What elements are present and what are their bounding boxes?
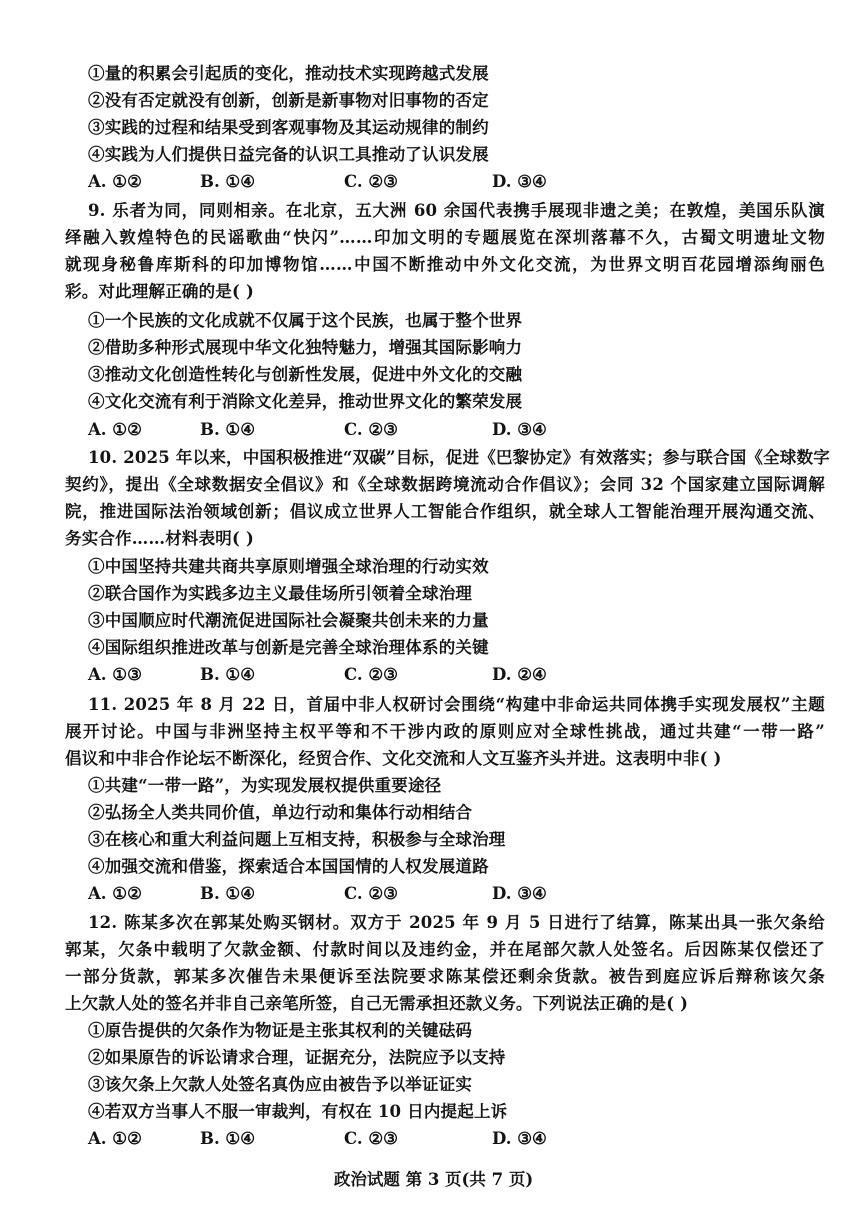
q11-stem-2: 展开讨论。中国与非洲坚持主权平等和不干涉内政的原则应对全球性挑战，通过共建“一带一路” bbox=[65, 722, 825, 741]
q12-stem-4: 上欠款人处的签名并非自己亲笔所签，自己无需承担还款义务。下列说法正确的是( ) bbox=[65, 994, 689, 1013]
q12-item-3: ③该欠条上欠款人处签名真伪应由被告予以举证证实 bbox=[88, 1075, 473, 1094]
q10-option-c: C. ②③ bbox=[344, 665, 398, 684]
q9-stem-1: 9. 乐者为同，同则相亲。在北京，五大洲 60 余国代表携手展现非遗之美；在敦煌，美国乐队演 bbox=[88, 201, 825, 220]
q9-option-c: C. ②③ bbox=[344, 420, 398, 439]
q9-option-d: D. ③④ bbox=[492, 420, 547, 439]
q8-item-4: ④实践为人们提供日益完备的认识工具推动了认识发展 bbox=[88, 145, 489, 164]
q8-item-3: ③实践的过程和结果受到客观事物及其运动规律的制约 bbox=[88, 118, 489, 137]
q11-stem-1: 11. 2025 年 8 月 22 日，首届中非人权研讨会围绕“构建中非命运共同体携手实现发展权”主题 bbox=[88, 695, 825, 714]
q12-option-d: D. ③④ bbox=[492, 1129, 547, 1148]
q9-option-b: B. ①④ bbox=[200, 420, 256, 439]
q10-option-b: B. ①④ bbox=[200, 665, 256, 684]
q12-stem-2: 郭某，欠条中载明了欠款金额、付款时间以及违约金，并在尾部欠款人处签名。后因陈某仅偿还了 bbox=[65, 940, 825, 959]
q8-option-a: A. ①② bbox=[88, 172, 142, 191]
q10-option-d: D. ②④ bbox=[492, 665, 547, 684]
q12-option-a: A. ①② bbox=[88, 1129, 142, 1148]
q11-option-b: B. ①④ bbox=[200, 884, 256, 903]
q8-option-c: C. ②③ bbox=[344, 172, 398, 191]
q9-item-1: ①一个民族的文化成就不仅属于这个民族，也属于整个世界 bbox=[88, 311, 523, 330]
q11-stem-3: 倡议和中非合作论坛不断深化，经贸合作、文化交流和人文互鉴齐头并进。这表明中非( ) bbox=[65, 749, 722, 768]
q8-item-2: ②没有否定就没有创新，创新是新事物对旧事物的否定 bbox=[88, 91, 489, 110]
q9-item-2: ②借助多种形式展现中华文化独特魅力，增强其国际影响力 bbox=[88, 338, 523, 357]
q10-option-a: A. ①③ bbox=[88, 665, 142, 684]
q9-stem-2: 绎融入敦煌特色的民谣歌曲“快闪”……印加文明的专题展览在深圳落幕不久，古蜀文明遗址文物 bbox=[65, 228, 825, 247]
q11-item-1: ①共建“一带一路”，为实现发展权提供重要途径 bbox=[88, 776, 442, 795]
q11-option-c: C. ②③ bbox=[344, 884, 398, 903]
q9-option-a: A. ①② bbox=[88, 420, 142, 439]
q10-stem-2: 契约》，提出《全球数据安全倡议》和《全球数据跨境流动合作倡议》；会同 32 个国家建立国际调解 bbox=[65, 475, 825, 494]
q10-stem-3: 院，推进国际法治领域创新；倡议成立世界人工智能合作组织，就全球人工智能治理开展沟通交流、 bbox=[65, 502, 825, 521]
q10-stem-1: 10. 2025 年以来，中国积极推进“双碳”目标，促进《巴黎协定》有效落实；参与联合国《全球数字 bbox=[88, 448, 830, 467]
q8-option-d: D. ③④ bbox=[492, 172, 547, 191]
q12-stem-1: 12. 陈某多次在郭某处购买钢材。双方于 2025 年 9 月 5 日进行了结算，陈某出具一张欠条给 bbox=[88, 913, 825, 932]
q11-option-a: A. ①② bbox=[88, 884, 142, 903]
q8-option-b: B. ①④ bbox=[200, 172, 256, 191]
q10-item-1: ①中国坚持共建共商共享原则增强全球治理的行动实效 bbox=[88, 557, 489, 576]
q11-item-2: ②弘扬全人类共同价值，单边行动和集体行动相结合 bbox=[88, 803, 473, 822]
q9-stem-3: 就现身秘鲁库斯科的印加博物馆……中国不断推动中外文化交流，为世界文明百花园增添绚丽色 bbox=[65, 255, 825, 274]
q11-option-d: D. ③④ bbox=[492, 884, 547, 903]
q12-stem-3: 一部分货款，郭某多次催告未果便诉至法院要求陈某偿还剩余货款。被告到庭应诉后辩称该欠条 bbox=[65, 967, 825, 986]
q12-item-1: ①原告提供的欠条作为物证是主张其权利的关键砝码 bbox=[88, 1021, 473, 1040]
q12-option-c: C. ②③ bbox=[344, 1129, 398, 1148]
q12-item-2: ②如果原告的诉讼请求合理，证据充分，法院应予以支持 bbox=[88, 1048, 506, 1067]
q11-item-4: ④加强交流和借鉴，探索适合本国国情的人权发展道路 bbox=[88, 857, 489, 876]
q12-option-b: B. ①④ bbox=[200, 1129, 256, 1148]
q9-stem-4: 彩。对此理解正确的是( ) bbox=[65, 282, 254, 301]
q10-item-2: ②联合国作为实践多边主义最佳场所引领着全球治理 bbox=[88, 584, 473, 603]
q9-item-4: ④文化交流有利于消除文化差异，推动世界文化的繁荣发展 bbox=[88, 392, 523, 411]
q10-stem-4: 务实合作……材料表明( ) bbox=[65, 529, 254, 548]
page-footer: 政治试题 第 3 页(共 7 页) bbox=[333, 1170, 534, 1189]
q9-item-3: ③推动文化创造性转化与创新性发展，促进中外文化的交融 bbox=[88, 365, 523, 384]
q12-item-4: ④若双方当事人不服一审裁判，有权在 10 日内提起上诉 bbox=[88, 1102, 508, 1121]
q11-item-3: ③在核心和重大利益问题上互相支持，积极参与全球治理 bbox=[88, 830, 506, 849]
q10-item-3: ③中国顺应时代潮流促进国际社会凝聚共创未来的力量 bbox=[88, 611, 489, 630]
q10-item-4: ④国际组织推进改革与创新是完善全球治理体系的关键 bbox=[88, 638, 489, 657]
q8-item-1: ①量的积累会引起质的变化，推动技术实现跨越式发展 bbox=[88, 64, 489, 83]
